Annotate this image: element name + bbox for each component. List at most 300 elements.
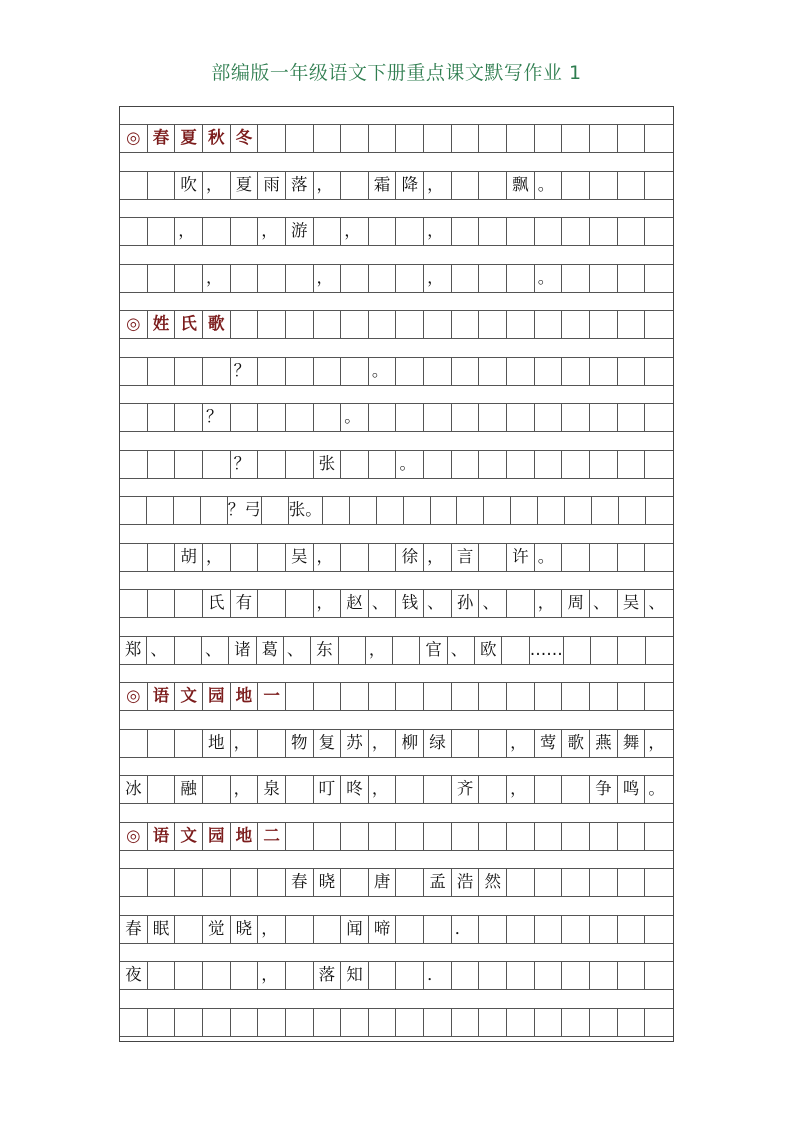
grid-cell-blank[interactable] xyxy=(314,823,342,850)
grid-cell-blank[interactable] xyxy=(562,776,590,803)
grid-cell-blank[interactable] xyxy=(562,125,590,152)
grid-cell-blank[interactable] xyxy=(175,404,203,431)
grid-cell-blank[interactable] xyxy=(645,1009,673,1036)
grid-cell-blank[interactable] xyxy=(339,637,366,664)
grid-cell-blank[interactable] xyxy=(535,218,563,245)
grid-cell-blank[interactable] xyxy=(645,823,673,850)
grid-cell-blank[interactable] xyxy=(484,497,511,524)
section-heading-row xyxy=(120,125,673,153)
grid-cell-blank[interactable] xyxy=(396,404,424,431)
grid-cell-blank[interactable] xyxy=(645,962,673,989)
grid-cell-blank[interactable] xyxy=(452,451,480,478)
grid-cell-blank[interactable] xyxy=(645,869,673,896)
grid-cell-blank[interactable] xyxy=(507,590,535,617)
writing-row xyxy=(120,451,673,479)
grid-cell-blank[interactable] xyxy=(507,869,535,896)
grid-cell-blank[interactable] xyxy=(314,358,342,385)
grid-cell-blank[interactable] xyxy=(618,683,646,710)
grid-cell-blank[interactable] xyxy=(507,823,535,850)
grid-cell-blank[interactable] xyxy=(452,823,480,850)
grid-cell-blank[interactable] xyxy=(618,637,645,664)
grid-cell-blank[interactable] xyxy=(148,962,176,989)
grid-cell-blank[interactable] xyxy=(396,916,424,943)
grid-gap-strip xyxy=(120,572,673,590)
grid-cell-blank[interactable] xyxy=(562,869,590,896)
grid-cell-blank[interactable] xyxy=(479,1009,507,1036)
grid-cell-blank[interactable] xyxy=(564,637,591,664)
grid-cell-blank[interactable] xyxy=(424,683,452,710)
grid-cell-text: ， xyxy=(366,637,393,664)
grid-cell-blank[interactable] xyxy=(396,683,424,710)
grid-cell-blank[interactable] xyxy=(424,776,452,803)
grid-cell-blank[interactable] xyxy=(452,1009,480,1036)
grid-cell-blank[interactable] xyxy=(535,311,563,338)
grid-cell-blank[interactable] xyxy=(452,358,480,385)
grid-cell-text: 文 xyxy=(175,683,203,710)
grid-cell-text: 地 xyxy=(231,683,259,710)
grid-cell-blank[interactable] xyxy=(120,544,148,571)
grid-cell-text: ◎ xyxy=(120,311,148,338)
grid-cell-blank[interactable] xyxy=(203,218,231,245)
grid-cell-blank[interactable] xyxy=(396,358,424,385)
grid-cell-blank[interactable] xyxy=(369,962,397,989)
grid-cell-text: 。 xyxy=(535,544,563,571)
grid-cell-blank[interactable] xyxy=(562,451,590,478)
grid-cell-blank[interactable] xyxy=(203,776,231,803)
grid-cell-blank[interactable] xyxy=(120,1009,148,1036)
grid-cell-blank[interactable] xyxy=(286,916,314,943)
grid-cell-blank[interactable] xyxy=(535,962,563,989)
grid-cell-blank[interactable] xyxy=(618,916,646,943)
grid-cell-blank[interactable] xyxy=(479,730,507,757)
grid-cell-blank[interactable] xyxy=(369,218,397,245)
grid-cell-blank[interactable] xyxy=(535,125,563,152)
grid-cell-blank[interactable] xyxy=(618,451,646,478)
grid-cell-blank[interactable] xyxy=(424,823,452,850)
grid-cell-blank[interactable] xyxy=(424,1009,452,1036)
grid-cell-blank[interactable] xyxy=(377,497,404,524)
grid-cell-blank[interactable] xyxy=(562,823,590,850)
grid-cell-blank[interactable] xyxy=(203,1009,231,1036)
grid-cell-blank[interactable] xyxy=(452,683,480,710)
grid-cell-blank[interactable] xyxy=(645,125,673,152)
grid-cell-blank[interactable] xyxy=(175,1009,203,1036)
grid-cell-blank[interactable] xyxy=(535,451,563,478)
grid-cell-blank[interactable] xyxy=(562,265,590,292)
grid-cell-blank[interactable] xyxy=(286,962,314,989)
grid-cell-blank[interactable] xyxy=(618,358,646,385)
grid-cell-blank[interactable] xyxy=(148,404,176,431)
grid-cell-text: ． xyxy=(452,916,480,943)
grid-cell-blank[interactable] xyxy=(203,358,231,385)
grid-cell-blank[interactable] xyxy=(175,730,203,757)
grid-cell-blank[interactable] xyxy=(452,404,480,431)
grid-cell-blank[interactable] xyxy=(618,544,646,571)
grid-cell-blank[interactable] xyxy=(147,497,174,524)
grid-cell-blank[interactable] xyxy=(645,683,673,710)
grid-cell-blank[interactable] xyxy=(479,404,507,431)
grid-cell-blank[interactable] xyxy=(396,265,424,292)
grid-cell-blank[interactable] xyxy=(618,172,646,199)
grid-cell-blank[interactable] xyxy=(231,1009,259,1036)
grid-cell-blank[interactable] xyxy=(590,451,618,478)
grid-cell-blank[interactable] xyxy=(535,358,563,385)
grid-cell-blank[interactable] xyxy=(590,172,618,199)
grid-cell-blank[interactable] xyxy=(148,544,176,571)
grid-cell-blank[interactable] xyxy=(258,404,286,431)
grid-cell-text: 、 xyxy=(648,593,665,613)
grid-cell-blank[interactable] xyxy=(562,916,590,943)
grid-cell-blank[interactable] xyxy=(562,358,590,385)
grid-cell-blank[interactable] xyxy=(175,869,203,896)
grid-cell-blank[interactable] xyxy=(479,776,507,803)
grid-cell-blank[interactable] xyxy=(314,916,342,943)
grid-cell-blank[interactable] xyxy=(396,311,424,338)
grid-cell-blank[interactable] xyxy=(590,683,618,710)
grid-cell-blank[interactable] xyxy=(120,869,148,896)
grid-cell-blank[interactable] xyxy=(396,823,424,850)
grid-cell-blank[interactable] xyxy=(258,869,286,896)
grid-cell-blank[interactable] xyxy=(286,590,314,617)
grid-cell-blank[interactable] xyxy=(618,1009,646,1036)
grid-cell-blank[interactable] xyxy=(258,265,286,292)
grid-cell-blank[interactable] xyxy=(369,125,397,152)
grid-cell-blank[interactable] xyxy=(148,776,176,803)
grid-cell-blank[interactable] xyxy=(562,172,590,199)
grid-cell-blank[interactable] xyxy=(479,125,507,152)
grid-cell-text: 咚 xyxy=(341,776,369,803)
grid-cell-blank[interactable] xyxy=(452,730,480,757)
grid-cell-blank[interactable] xyxy=(562,404,590,431)
grid-cell-blank[interactable] xyxy=(286,1009,314,1036)
grid-cell-blank[interactable] xyxy=(479,358,507,385)
grid-cell-blank[interactable] xyxy=(148,451,176,478)
grid-cell-blank[interactable] xyxy=(507,962,535,989)
grid-cell-blank[interactable] xyxy=(535,916,563,943)
grid-cell-blank[interactable] xyxy=(148,358,176,385)
grid-cell-blank[interactable] xyxy=(314,404,342,431)
grid-cell-blank[interactable] xyxy=(645,916,673,943)
grid-cell-blank[interactable] xyxy=(341,823,369,850)
grid-cell-blank[interactable] xyxy=(562,544,590,571)
grid-cell-blank[interactable] xyxy=(120,404,148,431)
grid-cell-blank[interactable] xyxy=(590,916,618,943)
grid-cell-blank[interactable] xyxy=(645,404,673,431)
grid-cell-blank[interactable] xyxy=(535,1009,563,1036)
grid-cell-blank[interactable] xyxy=(562,683,590,710)
grid-gap-strip xyxy=(120,665,673,683)
grid-cell-text: ， xyxy=(507,776,535,803)
grid-cell-blank[interactable] xyxy=(369,683,397,710)
grid-cell-blank[interactable] xyxy=(424,358,452,385)
grid-cell-blank[interactable] xyxy=(148,218,176,245)
grid-cell-blank[interactable] xyxy=(120,730,148,757)
grid-cell-blank[interactable] xyxy=(286,404,314,431)
grid-cell-blank[interactable] xyxy=(618,125,646,152)
grid-cell-blank[interactable] xyxy=(535,776,563,803)
grid-cell-blank[interactable] xyxy=(120,451,148,478)
grid-cell-blank[interactable] xyxy=(258,311,286,338)
grid-cell-blank[interactable] xyxy=(507,311,535,338)
writing-row xyxy=(120,218,673,246)
grid-cell-text: ， xyxy=(424,218,452,245)
grid-cell-blank[interactable] xyxy=(341,265,369,292)
grid-cell-blank[interactable] xyxy=(341,869,369,896)
grid-cell-blank[interactable] xyxy=(590,311,618,338)
grid-cell-blank[interactable] xyxy=(120,358,148,385)
grid-cell-blank[interactable] xyxy=(286,451,314,478)
grid-cell-blank[interactable] xyxy=(231,218,259,245)
grid-cell-blank[interactable] xyxy=(286,311,314,338)
grid-cell-blank[interactable] xyxy=(396,776,424,803)
grid-cell-blank[interactable] xyxy=(618,311,646,338)
grid-cell-blank[interactable] xyxy=(645,544,673,571)
grid-cell-blank[interactable] xyxy=(258,590,286,617)
grid-cell-blank[interactable] xyxy=(120,497,147,524)
grid-cell-blank[interactable] xyxy=(592,497,619,524)
writing-row xyxy=(120,730,673,758)
grid-cell-blank[interactable] xyxy=(618,962,646,989)
grid-cell-blank[interactable] xyxy=(511,497,538,524)
page-title: 部编版一年级语文下册重点课文默写作业 1 xyxy=(211,62,582,84)
grid-cell-blank[interactable] xyxy=(286,776,314,803)
grid-cell-blank[interactable] xyxy=(479,962,507,989)
grid-cell-blank[interactable] xyxy=(645,265,673,292)
grid-cell-blank[interactable] xyxy=(618,869,646,896)
grid-cell-blank[interactable] xyxy=(174,497,201,524)
grid-cell-blank[interactable] xyxy=(369,544,397,571)
grid-cell-blank[interactable] xyxy=(314,125,342,152)
grid-cell-blank[interactable] xyxy=(396,125,424,152)
grid-cell-blank[interactable] xyxy=(148,869,176,896)
grid-gap-strip xyxy=(120,293,673,311)
grid-cell-blank[interactable] xyxy=(618,218,646,245)
grid-cell-blank[interactable] xyxy=(507,916,535,943)
grid-cell-blank[interactable] xyxy=(590,404,618,431)
grid-cell-blank[interactable] xyxy=(645,218,673,245)
grid-cell-text: ， xyxy=(175,218,203,245)
grid-cell-blank[interactable] xyxy=(590,358,618,385)
grid-cell-blank[interactable] xyxy=(203,869,231,896)
grid-cell-blank[interactable] xyxy=(431,497,458,524)
grid-cell-blank[interactable] xyxy=(341,125,369,152)
grid-cell-blank[interactable] xyxy=(231,962,259,989)
grid-cell-blank[interactable] xyxy=(231,869,259,896)
grid-cell-blank[interactable] xyxy=(646,497,673,524)
grid-cell-blank[interactable] xyxy=(350,497,377,524)
grid-cell-blank[interactable] xyxy=(341,311,369,338)
grid-gap-strip xyxy=(120,944,673,962)
grid-cell-blank[interactable] xyxy=(618,823,646,850)
grid-cell-blank[interactable] xyxy=(396,869,424,896)
grid-cell-blank[interactable] xyxy=(618,265,646,292)
grid-cell-blank[interactable] xyxy=(507,1009,535,1036)
grid-cell-blank[interactable] xyxy=(258,730,286,757)
grid-cell-blank[interactable] xyxy=(452,218,480,245)
grid-cell-blank[interactable] xyxy=(404,497,431,524)
grid-cell-blank[interactable] xyxy=(457,497,484,524)
grid-cell-text: 泉 xyxy=(258,776,286,803)
grid-cell-blank[interactable] xyxy=(645,172,673,199)
grid-cell-blank[interactable] xyxy=(175,962,203,989)
grid-cell-blank[interactable] xyxy=(565,497,592,524)
grid-cell-blank[interactable] xyxy=(645,311,673,338)
grid-cell-blank[interactable] xyxy=(341,172,369,199)
grid-cell-blank[interactable] xyxy=(231,404,259,431)
grid-cell-blank[interactable] xyxy=(314,218,342,245)
grid-cell-blank[interactable] xyxy=(507,451,535,478)
grid-cell-blank[interactable] xyxy=(618,404,646,431)
grid-cell-text: 柳 xyxy=(396,730,424,757)
grid-cell-blank[interactable] xyxy=(619,497,646,524)
grid-cell-blank[interactable] xyxy=(148,265,176,292)
grid-cell-blank[interactable] xyxy=(148,590,176,617)
grid-cell-blank[interactable] xyxy=(424,125,452,152)
grid-cell-blank[interactable] xyxy=(424,451,452,478)
grid-cell-blank[interactable] xyxy=(369,311,397,338)
grid-cell-text: 有 xyxy=(231,590,259,617)
grid-cell-blank[interactable] xyxy=(452,172,480,199)
grid-cell-blank[interactable] xyxy=(369,404,397,431)
grid-cell-blank[interactable] xyxy=(341,683,369,710)
grid-cell-blank[interactable] xyxy=(120,590,148,617)
grid-cell-blank[interactable] xyxy=(369,823,397,850)
grid-cell-blank[interactable] xyxy=(479,451,507,478)
grid-cell-blank[interactable] xyxy=(258,544,286,571)
grid-cell-blank[interactable] xyxy=(535,683,563,710)
grid-cell-blank[interactable] xyxy=(538,497,565,524)
grid-cell-blank[interactable] xyxy=(201,497,228,524)
grid-cell-text: ， xyxy=(648,732,665,752)
grid-cell-blank[interactable] xyxy=(479,823,507,850)
grid-cell-blank[interactable] xyxy=(590,125,618,152)
grid-cell-blank[interactable] xyxy=(369,1009,397,1036)
grid-cell-blank[interactable] xyxy=(502,637,529,664)
grid-cell-blank[interactable] xyxy=(507,218,535,245)
grid-cell-blank[interactable] xyxy=(479,311,507,338)
grid-cell-blank[interactable] xyxy=(258,125,286,152)
grid-cell-blank[interactable] xyxy=(535,869,563,896)
grid-cell-blank[interactable] xyxy=(148,1009,176,1036)
grid-cell-blank[interactable] xyxy=(507,404,535,431)
grid-cell-blank[interactable] xyxy=(341,451,369,478)
grid-cell-text: 知 xyxy=(341,962,369,989)
grid-cell-blank[interactable] xyxy=(231,311,259,338)
grid-cell-blank[interactable] xyxy=(120,172,148,199)
grid-cell-blank[interactable] xyxy=(314,311,342,338)
grid-cell-blank[interactable] xyxy=(341,1009,369,1036)
grid-cell-blank[interactable] xyxy=(203,451,231,478)
grid-cell-blank[interactable] xyxy=(148,730,176,757)
grid-cell-blank[interactable] xyxy=(479,544,507,571)
grid-cell-text: 复 xyxy=(314,730,342,757)
grid-cell-blank[interactable] xyxy=(258,358,286,385)
grid-cell-blank[interactable] xyxy=(562,1009,590,1036)
grid-cell-blank[interactable] xyxy=(452,962,480,989)
grid-cell-blank[interactable] xyxy=(590,265,618,292)
grid-cell-blank[interactable] xyxy=(590,962,618,989)
grid-cell-blank[interactable] xyxy=(341,358,369,385)
grid-cell-blank[interactable] xyxy=(507,125,535,152)
grid-cell-text: ？ xyxy=(231,358,259,385)
grid-cell-text: ， xyxy=(231,776,259,803)
grid-cell-blank[interactable] xyxy=(452,265,480,292)
grid-cell-blank[interactable] xyxy=(479,172,507,199)
grid-cell-blank[interactable] xyxy=(175,590,203,617)
grid-cell-blank[interactable] xyxy=(562,311,590,338)
grid-cell-blank[interactable] xyxy=(591,637,618,664)
grid-cell-blank[interactable] xyxy=(120,218,148,245)
grid-cell-blank[interactable] xyxy=(286,683,314,710)
grid-cell-blank[interactable] xyxy=(286,823,314,850)
grid-cell-blank[interactable] xyxy=(286,125,314,152)
grid-cell-blank[interactable] xyxy=(286,358,314,385)
grid-cell-blank[interactable] xyxy=(507,358,535,385)
grid-cell-text: 春 xyxy=(148,125,176,152)
grid-cell-blank[interactable] xyxy=(396,218,424,245)
grid-cell-blank[interactable] xyxy=(258,451,286,478)
grid-cell-blank[interactable] xyxy=(203,962,231,989)
grid-cell-blank[interactable] xyxy=(314,683,342,710)
grid-cell-blank[interactable] xyxy=(452,125,480,152)
grid-cell-blank[interactable] xyxy=(393,637,420,664)
grid-cell-blank[interactable] xyxy=(314,1009,342,1036)
grid-cell-blank[interactable] xyxy=(590,823,618,850)
grid-cell-blank[interactable] xyxy=(590,544,618,571)
grid-cell-blank[interactable] xyxy=(175,358,203,385)
grid-cell-blank[interactable] xyxy=(424,311,452,338)
grid-cell-blank[interactable] xyxy=(369,265,397,292)
grid-cell-blank[interactable] xyxy=(590,218,618,245)
grid-cell-blank[interactable] xyxy=(323,497,350,524)
grid-cell-blank[interactable] xyxy=(452,311,480,338)
grid-cell-blank[interactable] xyxy=(479,683,507,710)
grid-cell-blank[interactable] xyxy=(175,265,203,292)
grid-cell-blank[interactable] xyxy=(175,637,202,664)
grid-cell-blank[interactable] xyxy=(562,218,590,245)
grid-cell-blank[interactable] xyxy=(231,265,259,292)
grid-cell-blank[interactable] xyxy=(424,404,452,431)
grid-cell-blank[interactable] xyxy=(148,172,176,199)
grid-cell-blank[interactable] xyxy=(507,683,535,710)
grid-cell-blank[interactable] xyxy=(262,497,289,524)
grid-cell-blank[interactable] xyxy=(369,451,397,478)
grid-cell-blank[interactable] xyxy=(341,544,369,571)
grid-cell-blank[interactable] xyxy=(479,916,507,943)
grid-cell-blank[interactable] xyxy=(231,544,259,571)
grid-cell-blank[interactable] xyxy=(120,265,148,292)
grid-cell-blank[interactable] xyxy=(535,404,563,431)
grid-cell-blank[interactable] xyxy=(645,451,673,478)
grid-cell-blank[interactable] xyxy=(175,916,203,943)
grid-cell-blank[interactable] xyxy=(646,637,673,664)
grid-cell-blank[interactable] xyxy=(590,1009,618,1036)
grid-cell-blank[interactable] xyxy=(258,1009,286,1036)
grid-cell-blank[interactable] xyxy=(645,358,673,385)
grid-cell-blank[interactable] xyxy=(424,916,452,943)
grid-cell-blank[interactable] xyxy=(562,962,590,989)
grid-cell-blank[interactable] xyxy=(396,962,424,989)
grid-cell-blank[interactable] xyxy=(479,265,507,292)
grid-cell-blank[interactable] xyxy=(286,265,314,292)
grid-cell-blank[interactable] xyxy=(507,265,535,292)
grid-cell-blank[interactable] xyxy=(590,869,618,896)
grid-cell-blank[interactable] xyxy=(535,823,563,850)
grid-cell-blank[interactable] xyxy=(175,451,203,478)
grid-cell-blank[interactable] xyxy=(396,1009,424,1036)
grid-cell-text: 飘 xyxy=(507,172,535,199)
grid-cell-blank[interactable] xyxy=(479,218,507,245)
